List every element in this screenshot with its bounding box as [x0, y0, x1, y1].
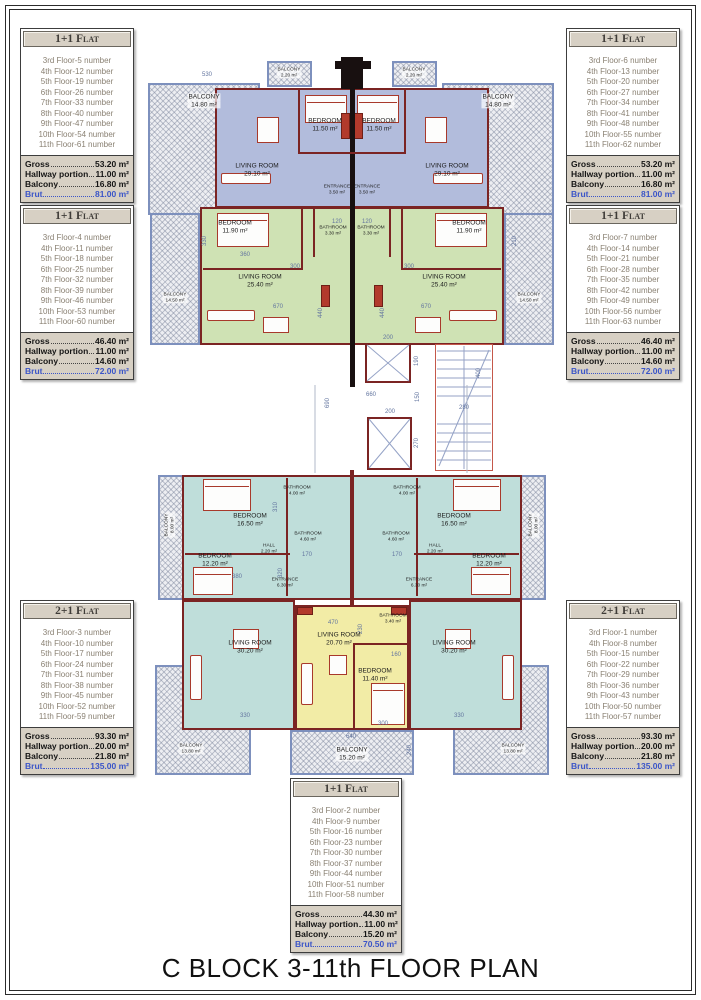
stat-row: Gross 93.30 m²	[25, 730, 129, 741]
stat-row: Gross 53.20 m²	[25, 158, 129, 169]
floor-line: 5th Floor-18 number	[40, 254, 114, 263]
interior-wall	[389, 207, 391, 257]
dimension-label: 300	[403, 264, 415, 270]
floor-line: 4th Floor-8 number	[588, 638, 658, 648]
interior-wall	[404, 88, 406, 154]
room-label-living-room: LIVING ROOM 25.40 m²	[422, 273, 466, 288]
balcony-mid-right	[504, 213, 554, 345]
floor-line: 7th Floor-32 number	[40, 275, 114, 284]
floor-list	[567, 621, 679, 727]
stat-row: Gross 53.20 m²	[571, 158, 675, 169]
dimension-label: 170	[391, 552, 403, 558]
room-label-bedroom: BEDROOM 11.90 m²	[452, 219, 486, 234]
room-label-entrance: ENTRANCE 6.30 m²	[405, 577, 433, 588]
stat-row: Balcony 14.60 m²	[571, 355, 675, 366]
balcony-lower-right	[520, 475, 546, 600]
stat-row: Hallway portion 11.00 m²	[25, 168, 129, 179]
floor-list	[567, 226, 679, 332]
room-label-bathroom: BATHROOM 3.30 m²	[319, 225, 347, 236]
room-label-bathroom: BATHROOM 3.30 m²	[357, 225, 385, 236]
party-wall-center	[350, 57, 355, 387]
dimension-label: 330	[239, 713, 251, 719]
dimension-label: 330	[202, 235, 208, 247]
floor-line: 4th Floor-11 number	[41, 243, 113, 253]
room-label-balcony: BALCONY 8.00 m²	[164, 513, 175, 537]
dimension-label: 280	[458, 405, 470, 411]
dimension-label: 440	[318, 307, 324, 319]
room-label-balcony: BALCONY 2.20 m²	[402, 67, 426, 78]
flat-info-box-left-top	[20, 28, 134, 203]
floor-list	[21, 621, 133, 727]
room-label-hall: HALL 2.20 m²	[426, 543, 444, 554]
floor-line: 7th Floor-35 number	[586, 275, 660, 284]
floor-line: 4th Floor-10 number	[40, 638, 114, 648]
flat-stats	[567, 727, 679, 774]
floor-line: 7th Floor-31 number	[40, 670, 114, 679]
floor-line: 6th Floor-23 number	[309, 837, 383, 847]
floor-line: 10th Floor-55 number	[584, 129, 662, 139]
floor-line: 10th Floor-56 number	[584, 306, 662, 316]
dimension-label: 200	[384, 409, 396, 415]
balcony-lower-left	[158, 475, 184, 600]
stat-row-brut: Brut 72.00 m²	[25, 365, 129, 376]
interior-wall	[352, 152, 406, 154]
flat-type-title: 1+1 Flat	[23, 31, 131, 47]
room-label-bedroom: BEDROOM 16.50 m²	[233, 512, 267, 527]
stat-row: Balcony 15.20 m²	[295, 928, 397, 939]
table-furniture	[415, 317, 441, 333]
room-label-bedroom: BEDROOM 16.50 m²	[437, 512, 471, 527]
interior-wall	[301, 207, 303, 270]
dimension-label: 360	[239, 252, 251, 258]
dimension-label: 670	[420, 304, 432, 310]
room-label-balcony: BALCONY 13.80 m²	[179, 743, 203, 754]
stat-row: Hallway portion 11.00 m²	[571, 345, 675, 356]
bed-furniture	[471, 567, 511, 595]
floor-line: 8th Floor-42 number	[586, 285, 660, 295]
stat-row: Balcony 14.60 m²	[25, 355, 129, 366]
interior-wall	[203, 268, 303, 270]
room-label-bathroom: BATHROOM 4.00 m²	[393, 485, 421, 496]
flat-info-box-left-mid	[20, 205, 134, 380]
stat-row: Hallway portion 11.00 m²	[571, 168, 675, 179]
stat-row: Hallway portion 20.00 m²	[571, 740, 675, 751]
sofa-furniture	[449, 310, 497, 321]
floor-line: 9th Floor-47 number	[40, 119, 114, 128]
floor-line: 3rd Floor-5 number	[42, 56, 112, 65]
stat-row-brut: Brut 135.00 m²	[25, 760, 129, 771]
floor-line: 4th Floor-14 number	[586, 243, 660, 253]
floor-line: 7th Floor-30 number	[309, 848, 383, 857]
floor-line: 8th Floor-39 number	[40, 285, 114, 295]
dimension-label: 440	[380, 307, 386, 319]
room-label-living-room: LIVING ROOM 29.10 m²	[425, 162, 469, 177]
floor-line: 3rd Floor-7 number	[588, 233, 658, 242]
plan-title: C BLOCK 3-11th FLOOR PLAN	[161, 953, 540, 983]
room-label-balcony: BALCONY 15.20 m²	[336, 746, 368, 761]
floor-list	[21, 226, 133, 332]
elevator-shaft-bottom	[367, 417, 412, 470]
floor-line: 4th Floor-9 number	[311, 816, 381, 826]
floor-line: 9th Floor-49 number	[586, 296, 660, 305]
floor-line: 11th Floor-57 number	[584, 712, 662, 721]
stat-row: Gross 44.30 m²	[295, 908, 397, 919]
bed-furniture	[203, 479, 251, 511]
flat-type-title: 1+1 Flat	[569, 31, 677, 47]
elevator-shaft-top	[365, 343, 411, 383]
floor-plan	[145, 55, 557, 777]
floor-list	[567, 49, 679, 155]
room-label-balcony: BALCONY 8.00 m²	[528, 513, 539, 537]
flat-info-box-right-top	[566, 28, 680, 203]
dimension-label: 160	[390, 652, 402, 658]
bed-furniture	[193, 567, 233, 595]
floor-line: 11th Floor-61 number	[38, 140, 116, 149]
floor-line: 10th Floor-50 number	[584, 701, 662, 711]
dimension-label: 120	[331, 219, 343, 225]
floor-line: 7th Floor-29 number	[586, 670, 660, 679]
floor-line: 7th Floor-33 number	[40, 98, 114, 107]
dimension-label: 170	[301, 552, 313, 558]
sofa-furniture	[502, 655, 514, 700]
stat-row-brut: Brut 72.00 m²	[571, 365, 675, 376]
dimension-label: 230	[358, 623, 364, 635]
room-label-bathroom: BATHROOM 4.00 m²	[283, 485, 311, 496]
floor-line: 6th Floor-28 number	[586, 264, 660, 274]
flat-type-title: 1+1 Flat	[569, 208, 677, 224]
room-label-living-room: LIVING ROOM 30.20 m²	[432, 639, 476, 654]
stat-row-brut: Brut 70.50 m²	[295, 938, 397, 949]
floor-line: 4th Floor-13 number	[586, 66, 660, 76]
interior-wall	[353, 643, 355, 728]
stat-row-brut: Brut 81.00 m²	[571, 188, 675, 199]
stat-row: Balcony 16.80 m²	[571, 178, 675, 189]
floor-line: 9th Floor-44 number	[309, 869, 383, 878]
floor-line: 5th Floor-17 number	[40, 649, 114, 658]
floor-line: 8th Floor-41 number	[586, 108, 660, 118]
room-label-entrance: ENTRANCE 3.50 m²	[323, 184, 351, 195]
floor-line: 5th Floor-15 number	[586, 649, 660, 658]
room-label-bathroom: BATHROOM 4.60 m²	[382, 531, 410, 542]
room-label-entrance: ENTRANCE 6.30 m²	[271, 577, 299, 588]
floor-line: 10th Floor-52 number	[38, 701, 116, 711]
floor-line: 11th Floor-63 number	[584, 317, 662, 326]
room-label-balcony: BALCONY 13.80 m²	[501, 743, 525, 754]
dimension-label: 270	[414, 437, 420, 449]
dimension-label: 640	[345, 734, 357, 740]
bed-furniture	[371, 683, 405, 725]
floor-line: 11th Floor-59 number	[38, 712, 116, 721]
flat-stats	[567, 155, 679, 202]
interior-wall	[401, 268, 501, 270]
party-wall-lower	[350, 470, 354, 607]
stat-row: Hallway portion 20.00 m²	[25, 740, 129, 751]
floor-list	[21, 49, 133, 155]
dimension-label: 300	[289, 264, 301, 270]
sofa-furniture	[301, 663, 313, 705]
room-label-bathroom: BATHROOM 4.60 m²	[294, 531, 322, 542]
flat-info-box-right-mid	[566, 205, 680, 380]
flat-stats	[21, 332, 133, 379]
stat-row: Hallway portion 11.00 m²	[295, 918, 398, 929]
dimension-label: 300	[377, 721, 389, 727]
floor-line: 6th Floor-27 number	[586, 87, 660, 97]
table-furniture	[425, 117, 447, 143]
flat-type-title: 2+1 Flat	[23, 603, 131, 619]
flat-stats	[21, 727, 133, 774]
floor-line: 5th Floor-20 number	[586, 77, 660, 86]
interior-wall	[353, 643, 407, 645]
flat-stats	[567, 332, 679, 379]
floor-line: 5th Floor-19 number	[40, 77, 114, 86]
floor-line: 9th Floor-45 number	[40, 691, 114, 700]
room-label-bedroom: BEDROOM 11.90 m²	[218, 219, 252, 234]
dimension-label: 470	[327, 620, 339, 626]
table-furniture	[329, 655, 347, 675]
stat-row: Gross 46.40 m²	[571, 335, 675, 346]
floor-line: 4th Floor-12 number	[40, 66, 114, 76]
dimension-label: 210	[512, 235, 518, 247]
dimension-label: 240	[407, 744, 413, 756]
kitchen-counter	[321, 285, 330, 307]
floor-line: 3rd Floor-4 number	[42, 233, 112, 242]
kitchen-counter	[341, 113, 350, 139]
floor-list	[291, 799, 401, 905]
floor-line: 10th Floor-54 number	[38, 129, 116, 139]
room-label-bedroom: BEDROOM 12.20 m²	[472, 552, 506, 567]
flat-type-title: 1+1 Flat	[293, 781, 399, 797]
stat-row: Balcony 21.80 m²	[25, 750, 129, 761]
dimension-label: 690	[325, 397, 331, 409]
floor-line: 10th Floor-51 number	[307, 879, 385, 889]
floor-line: 10th Floor-53 number	[38, 306, 116, 316]
room-label-balcony: BALCONY 14.50 m²	[517, 292, 541, 303]
kitchen-counter	[297, 607, 313, 615]
floor-line: 9th Floor-43 number	[586, 691, 660, 700]
interior-wall	[313, 207, 315, 257]
room-label-bathroom: BATHROOM 3.40 m²	[379, 613, 407, 624]
floor-line: 11th Floor-60 number	[38, 317, 116, 326]
balcony-mid-left	[150, 213, 200, 345]
floor-line: 6th Floor-24 number	[40, 659, 114, 669]
room-label-balcony: BALCONY 14.50 m²	[163, 292, 187, 303]
floor-line: 11th Floor-62 number	[584, 140, 662, 149]
floor-line: 11th Floor-58 number	[307, 890, 385, 899]
floor-line: 3rd Floor-2 number	[311, 806, 381, 815]
stat-row: Gross 46.40 m²	[25, 335, 129, 346]
room-label-living-room: LIVING ROOM 20.70 m²	[317, 631, 361, 646]
dimension-label: 120	[361, 219, 373, 225]
room-label-balcony: BALCONY 14.80 m²	[482, 93, 514, 108]
floor-line: 6th Floor-25 number	[40, 264, 114, 274]
flat-type-title: 1+1 Flat	[23, 208, 131, 224]
interior-wall	[298, 152, 352, 154]
bed-furniture	[453, 479, 501, 511]
dimension-label: 150	[415, 391, 421, 403]
floor-line: 7th Floor-34 number	[586, 98, 660, 107]
floor-line: 3rd Floor-3 number	[42, 628, 112, 637]
floor-line: 3rd Floor-1 number	[588, 628, 658, 637]
dimension-label: 330	[453, 713, 465, 719]
floor-line: 5th Floor-21 number	[586, 254, 660, 263]
floor-line: 8th Floor-36 number	[586, 680, 660, 690]
stat-row-brut: Brut 135.00 m²	[571, 760, 675, 771]
room-label-bedroom: BEDROOM 11.50 m²	[308, 117, 342, 132]
dimension-label: 320	[278, 567, 284, 579]
room-label-living-room: LIVING ROOM 29.10 m²	[235, 162, 279, 177]
dimension-label: 660	[365, 392, 377, 398]
room-label-bedroom: BEDROOM 11.40 m²	[358, 667, 392, 682]
dimension-label: 200	[382, 335, 394, 341]
room-label-entrance: ENTRANCE 3.50 m²	[353, 184, 381, 195]
stat-row: Hallway portion 11.00 m²	[25, 345, 129, 356]
dimension-label: 530	[201, 72, 213, 78]
table-furniture	[257, 117, 279, 143]
floor-line: 6th Floor-26 number	[40, 87, 114, 97]
interior-wall	[298, 88, 300, 154]
stat-row: Balcony 21.80 m²	[571, 750, 675, 761]
floor-line: 5th Floor-16 number	[309, 827, 383, 836]
flat-type-title: 2+1 Flat	[569, 603, 677, 619]
room-label-living-room: LIVING ROOM 30.20 m²	[228, 639, 272, 654]
floor-line: 6th Floor-22 number	[586, 659, 660, 669]
kitchen-counter	[374, 285, 383, 307]
flat-info-box-right-bottom	[566, 600, 680, 775]
dimension-label: 670	[272, 304, 284, 310]
sofa-furniture	[207, 310, 255, 321]
room-label-balcony: BALCONY 2.20 m²	[277, 67, 301, 78]
table-furniture	[263, 317, 289, 333]
dimension-label: 380	[231, 574, 243, 580]
floor-line: 9th Floor-48 number	[586, 119, 660, 128]
room-label-bedroom: BEDROOM 12.20 m²	[198, 552, 232, 567]
flat-stats	[21, 155, 133, 202]
floor-line: 8th Floor-38 number	[40, 680, 114, 690]
dimension-label: 400	[476, 367, 482, 379]
stat-row-brut: Brut 81.00 m²	[25, 188, 129, 199]
dimension-label: 190	[414, 355, 420, 367]
interior-wall	[401, 207, 403, 270]
stat-row: Balcony 16.80 m²	[25, 178, 129, 189]
floor-line: 3rd Floor-6 number	[588, 56, 658, 65]
flat-info-box-bottom-center	[290, 778, 402, 953]
sofa-furniture	[190, 655, 202, 700]
floor-line: 8th Floor-37 number	[309, 858, 383, 868]
room-label-bedroom: BEDROOM 11.50 m²	[362, 117, 396, 132]
room-label-balcony: BALCONY 14.80 m²	[188, 93, 220, 108]
flat-info-box-left-bottom	[20, 600, 134, 775]
floor-line: 8th Floor-40 number	[40, 108, 114, 118]
stat-row: Gross 93.30 m²	[571, 730, 675, 741]
room-label-living-room: LIVING ROOM 25.40 m²	[238, 273, 282, 288]
room-label-hall: HALL 2.20 m²	[260, 543, 278, 554]
floor-line: 9th Floor-46 number	[40, 296, 114, 305]
dimension-label: 310	[273, 501, 279, 513]
flat-stats	[291, 905, 401, 952]
